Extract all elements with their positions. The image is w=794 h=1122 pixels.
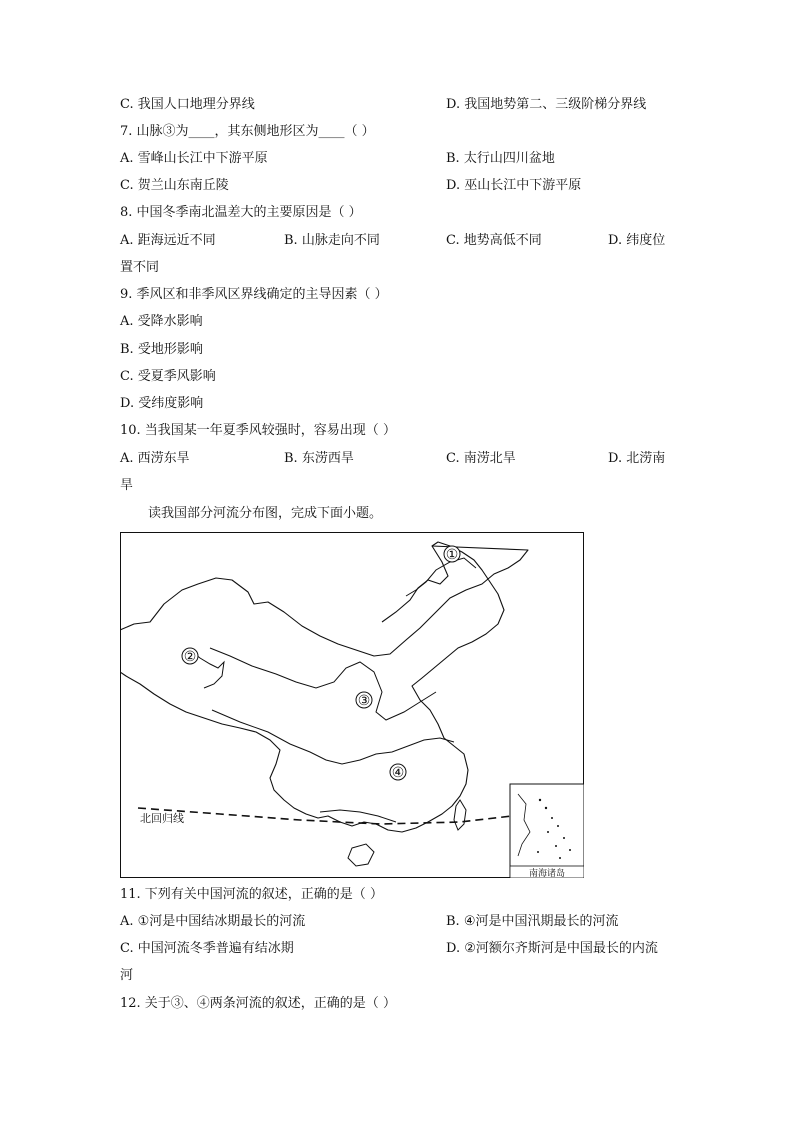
option-b-q7: B. 太行山四川盆地	[446, 151, 555, 166]
option-c-q11: C. 中国河流冬季普遍有结冰期	[120, 941, 294, 956]
svg-text:④: ④	[391, 765, 405, 781]
option-c-q10: C. 南涝北旱	[446, 451, 516, 466]
option-d-q10-continued: 旱	[120, 478, 134, 493]
question-9: 9. 季风区和非季风区界线确定的主导因素（ ）	[120, 287, 388, 302]
option-a-q8: A. 距海远近不同	[120, 233, 216, 248]
question-11: 11. 下列有关中国河流的叙述，正确的是（ ）	[120, 887, 383, 902]
inset-label: 南海诸岛	[528, 868, 566, 878]
marker-4	[390, 764, 406, 781]
option-a-q9: A. 受降水影响	[120, 314, 203, 329]
marker-1	[444, 546, 460, 563]
china-river-map	[120, 532, 584, 878]
question-12: 12. 关于③、④两条河流的叙述，正确的是（ ）	[120, 996, 396, 1011]
marker-2	[182, 648, 198, 665]
question-7: 7. 山脉③为____，其东侧地形区为____（ ）	[120, 124, 375, 139]
option-c-q9: C. 受夏季风影响	[120, 369, 216, 384]
marker-3	[356, 692, 372, 709]
map-figure	[120, 532, 584, 878]
option-d-q11-continued: 河	[120, 968, 134, 983]
option-c-q6: C. 我国人口地理分界线	[120, 97, 255, 112]
svg-text:①: ①	[445, 547, 459, 563]
south-sea-inset	[510, 784, 584, 878]
option-b-q10: B. 东涝西旱	[284, 451, 354, 466]
map-intro: 读我国部分河流分布图，完成下面小题。	[148, 506, 383, 521]
tropic-label: 北回归线	[140, 813, 184, 825]
question-8: 8. 中国冬季南北温差大的主要原因是（ ）	[120, 205, 362, 220]
option-c-q7: C. 贺兰山东南丘陵	[120, 178, 229, 193]
option-d-q10: D. 北涝南	[608, 451, 666, 466]
svg-text:③: ③	[357, 693, 371, 709]
option-a-q11: A. ①河是中国结冰期最长的河流	[120, 914, 306, 929]
option-d-q8-continued: 置不同	[120, 260, 160, 275]
option-d-q7: D. 巫山长江中下游平原	[446, 178, 582, 193]
option-a-q10: A. 西涝东旱	[120, 451, 190, 466]
option-b-q9: B. 受地形影响	[120, 342, 203, 357]
option-b-q8: B. 山脉走向不同	[284, 233, 380, 248]
option-d-q6: D. 我国地势第二、三级阶梯分界线	[446, 97, 647, 112]
option-b-q11: B. ④河是中国汛期最长的河流	[446, 914, 619, 929]
svg-text:②: ②	[183, 649, 197, 665]
option-a-q7: A. 雪峰山长江中下游平原	[120, 151, 268, 166]
option-d-q9: D. 受纬度影响	[120, 396, 204, 411]
option-d-q11: D. ②河额尔齐斯河是中国最长的内流	[446, 941, 658, 956]
option-c-q8: C. 地势高低不同	[446, 233, 542, 248]
option-d-q8: D. 纬度位	[608, 233, 666, 248]
question-10: 10. 当我国某一年夏季风较强时，容易出现（ ）	[120, 423, 396, 438]
